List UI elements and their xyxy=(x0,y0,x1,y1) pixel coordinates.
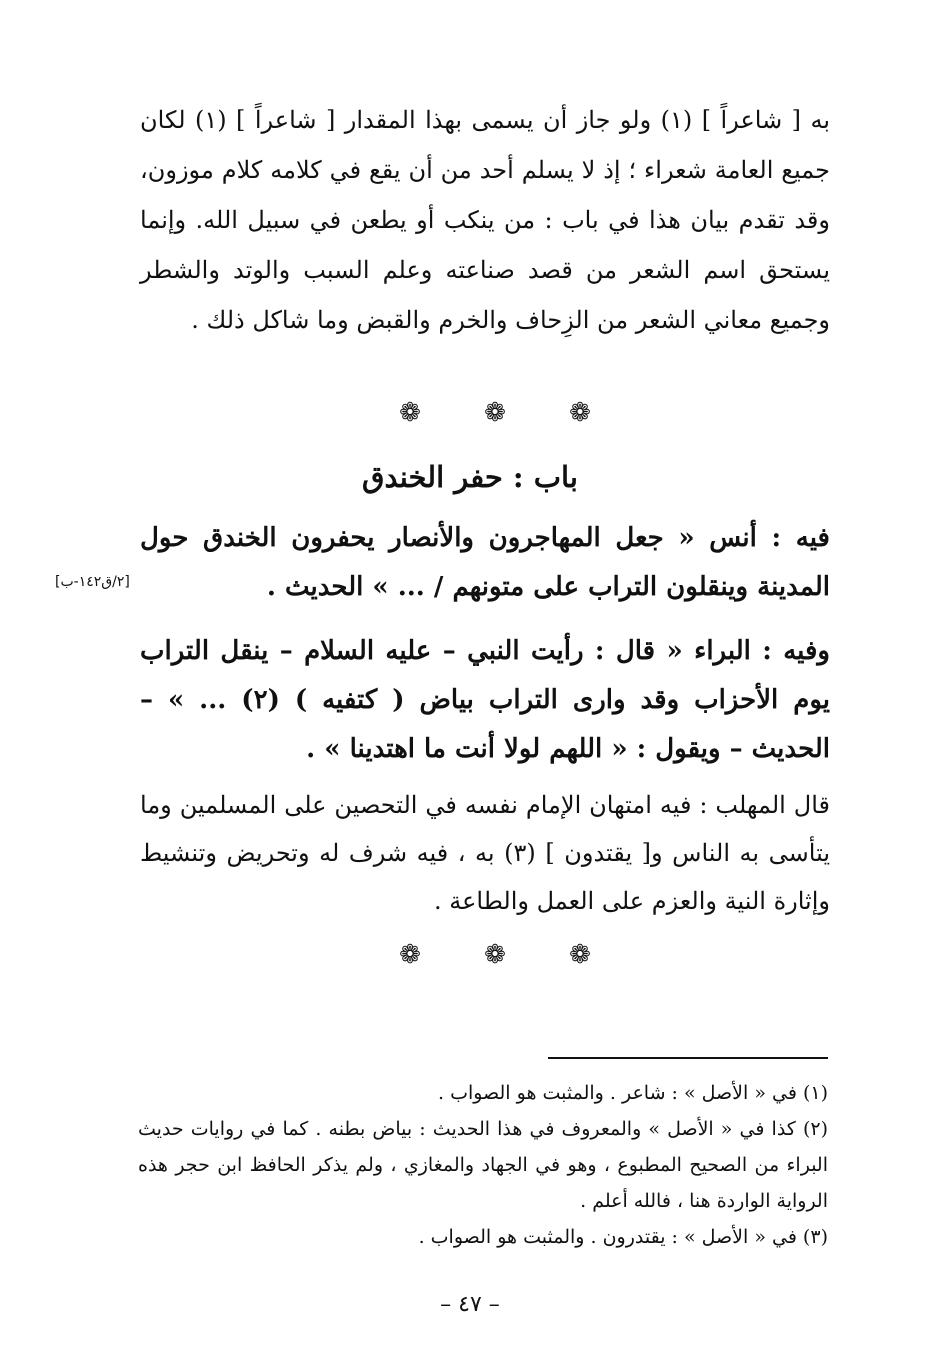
section-separator-top xyxy=(395,398,595,428)
hadith-bara xyxy=(140,627,830,774)
footnote: (١) في « الأصل » : شاعر . والمثبت هو الصواب . xyxy=(437,1082,828,1104)
footnotes xyxy=(138,1075,828,1255)
manuscript-folio-reference: [٢/ق١٤٢-ب] xyxy=(55,574,130,590)
intro-text: به [ شاعراً ] (١) ولو جاز أن يسمى بهذا المقدار [ شاعراً ] (١) لكان جميع العامة شعراء ؛ إذ لا يسلم أحد من أن يقع في كلامه كلام موزون، وقد تقدم بيان هذا في باب : من ينكب أو يطعن في سبيل الله. وإنما يستحق اسم الشعر من قصد صناعته وعلم السبب والوتد والشطر وجميع معاني الشعر من الزِحاف والخرم والقبض وما شاكل ذلك . xyxy=(140,106,831,334)
footnote: (٢) كذا في « الأصل » والمعروف في هذا الحديث : بياض بطنه . كما في روايات حديث البراء من الصحيح المطبوع ، وهو في الجهاد والمغازي ، ولم يذكر الحافظ ابن حجر هذه الرواية الواردة هنا ، فالله أعلم . xyxy=(138,1118,828,1212)
hadith-text: فيه : أنس « جعل المهاجرون والأنصار يحفرون الخندق حول المدينة وينقلون التراب على متونهم / ... » الحديث . xyxy=(140,523,830,602)
hadith-text: وفيه : البراء « قال : رأيت النبي – عليه السلام – ينقل التراب يوم الأحزاب وقد وارى التراب بياض ( كتفيه ) (٢) ... » – الحديث – ويقول : « اللهم لولا أنت ما اهتدينا » . xyxy=(140,636,830,764)
footnote: (٣) في « الأصل » : يقتدرون . والمثبت هو الصواب . xyxy=(418,1226,828,1248)
hadith-anas xyxy=(140,514,830,612)
commentary-text: قال المهلب : فيه امتهان الإمام نفسه في التحصين على المسلمين وما يتأسى به الناس و[ يقتدون ] (٣) به ، فيه شرف له وتحريض وتنشيط وإثارة النية والعزم على العمل والطاعة . xyxy=(140,791,830,915)
intro-paragraph xyxy=(140,95,830,345)
page-number: – ٤٧ – xyxy=(440,1292,500,1317)
commentary-paragraph xyxy=(140,781,830,925)
star-ornament-icon: ❁ xyxy=(399,940,421,970)
star-ornament-icon: ❁ xyxy=(399,398,421,428)
footnote-divider xyxy=(548,1057,828,1059)
star-ornament-icon: ❁ xyxy=(569,940,591,970)
star-ornament-icon: ❁ xyxy=(484,398,506,428)
star-ornament-icon: ❁ xyxy=(569,398,591,428)
chapter-title: باب : حفر الخندق xyxy=(362,460,578,494)
star-ornament-icon: ❁ xyxy=(484,940,506,970)
section-separator-bottom xyxy=(395,940,595,970)
